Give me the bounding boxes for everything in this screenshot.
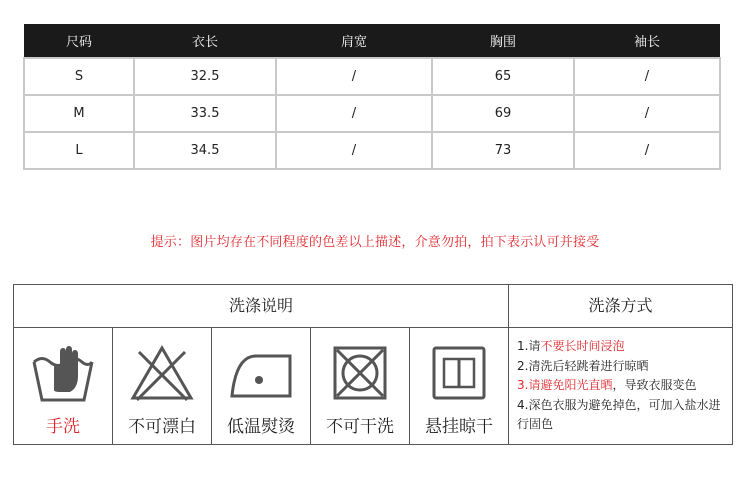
header-chest: 胸围 [432, 24, 574, 58]
table-cell: 69 [432, 95, 574, 132]
header-length: 衣长 [134, 24, 276, 58]
no-bleach-icon [127, 342, 197, 404]
care-left-header: 洗涤说明 [228, 296, 293, 315]
method-item: 4.深色衣服为避免掉色，可加入盐水进行固色 [517, 397, 721, 431]
symbol-label: 不可漂白 [128, 417, 196, 437]
table-cell: 32.5 [134, 58, 276, 95]
symbol-label: 手洗 [46, 417, 80, 437]
hand-wash-icon [28, 342, 98, 404]
care-right-header: 洗涤方式 [588, 296, 653, 315]
table-row [24, 58, 720, 95]
method-item [517, 337, 729, 357]
size-table [23, 24, 721, 170]
care-symbol-no-bleach [113, 328, 211, 444]
no-dry-clean-icon [325, 342, 395, 404]
header-sleeve: 袖长 [574, 24, 720, 58]
washing-methods [517, 337, 729, 435]
table-cell: / [276, 95, 432, 132]
symbol-label: 不可干洗 [326, 417, 394, 437]
color-difference-notice: 提示：图片均存在不同程度的色差以上描述，介意勿拍，拍下表示认可并接受 [150, 235, 600, 250]
size-table-header [24, 24, 720, 58]
divider [508, 285, 509, 444]
table-cell: 33.5 [134, 95, 276, 132]
table-cell: / [574, 132, 720, 169]
care-symbol-low-iron [212, 328, 310, 444]
method-text: ，导致衣服变色 [612, 378, 697, 392]
table-cell: M [24, 95, 134, 132]
table-cell: / [276, 132, 432, 169]
table-cell: 73 [432, 132, 574, 169]
header-size: 尺码 [24, 24, 134, 58]
table-cell: 65 [432, 58, 574, 95]
method-text: 1.请 [517, 339, 541, 353]
table-cell: / [574, 58, 720, 95]
care-instructions-table [13, 284, 733, 445]
table-cell: / [276, 58, 432, 95]
care-symbol-hang-dry [410, 328, 508, 444]
care-symbol-hand-wash [14, 328, 112, 444]
method-item: 2.清洗后轻跳着进行晾晒 [517, 358, 649, 373]
header-shoulder: 肩宽 [276, 24, 432, 58]
table-row [24, 132, 720, 169]
table-cell: S [24, 58, 134, 95]
method-item [517, 376, 729, 396]
table-cell: L [24, 132, 134, 169]
table-row [24, 95, 720, 132]
method-highlight: 3.请避免阳光直晒 [517, 378, 613, 392]
symbol-label: 低温熨烫 [227, 417, 295, 437]
table-cell: 34.5 [134, 132, 276, 169]
care-symbol-no-dry-clean [311, 328, 409, 444]
symbol-label: 悬挂晾干 [425, 417, 493, 437]
low-iron-icon [226, 342, 296, 404]
hang-dry-icon [424, 342, 494, 404]
table-cell: / [574, 95, 720, 132]
method-highlight: 不要长时间浸泡 [540, 339, 625, 353]
